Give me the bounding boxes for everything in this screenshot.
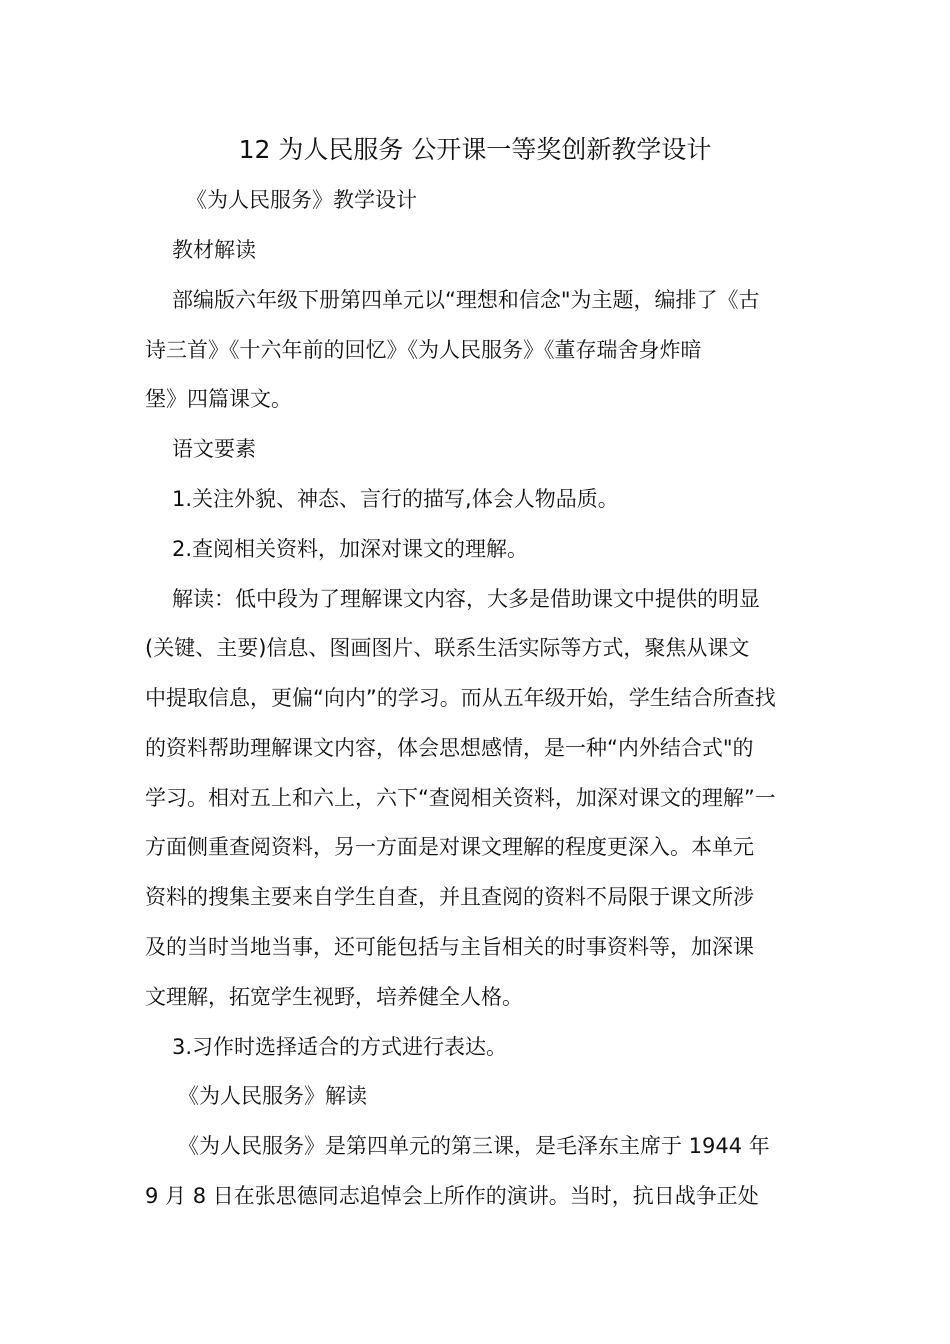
paragraph-line: 资料的搜集主要来自学生自查，并且查阅的资料不局限于课文所涉	[145, 885, 754, 909]
paragraph-line: (关键、主要)信息、图画图片、联系生活实际等方式，聚焦从课文	[145, 636, 750, 660]
paragraph-line: 解读：低中段为了理解课文内容，大多是借助课文中提供的明显	[172, 587, 760, 611]
list-item: 1.关注外貌、神态、言行的描写,体会人物品质。	[172, 487, 619, 511]
paragraph-line: 诗三首》《十六年前的回忆》《为人民服务》《董存瑞舍身炸暗	[145, 338, 702, 362]
paragraph-line: 方面侧重查阅资料，另一方面是对课文理解的程度更深入。本单元	[145, 835, 754, 859]
list-item: 3.习作时选择适合的方式进行表达。	[172, 1035, 508, 1059]
section-heading: 语文要素	[172, 437, 256, 461]
paragraph-line: 中提取信息，更偏“向内”的学习。而从五年级开始，学生结合所查找	[145, 686, 776, 710]
paragraph-line: 9 月 8 日在张思德同志追悼会上所作的演讲。当时，抗日战争正处	[145, 1184, 759, 1208]
subtitle: 《为人民服务》教学设计	[186, 188, 417, 212]
paragraph-line: 文理解，拓宽学生视野，培养健全人格。	[145, 985, 523, 1009]
paragraph-line: 学习。相对五上和六上，六下“查阅相关资料，加深对课文的理解”一	[145, 786, 776, 810]
section-heading: 教材解读	[172, 238, 256, 262]
section-heading: 《为人民服务》解读	[178, 1084, 367, 1108]
paragraph-line: 的资料帮助理解课文内容，体会思想感情，是一种“内外结合式"的	[145, 736, 754, 760]
document-title: 12 为人民服务 公开课一等奖创新教学设计	[238, 135, 712, 164]
list-item: 2.查阅相关资料，加深对课文的理解。	[172, 537, 529, 561]
paragraph-line: 《为人民服务》是第四单元的第三课，是毛泽东主席于 1944 年	[178, 1134, 770, 1158]
paragraph-line: 堡》四篇课文。	[145, 387, 292, 411]
paragraph-line: 部编版六年级下册第四单元以“理想和信念"为主题，编排了《古	[172, 288, 760, 312]
paragraph-line: 及的当时当地当事，还可能包括与主旨相关的时事资料等，加深课	[145, 935, 754, 959]
